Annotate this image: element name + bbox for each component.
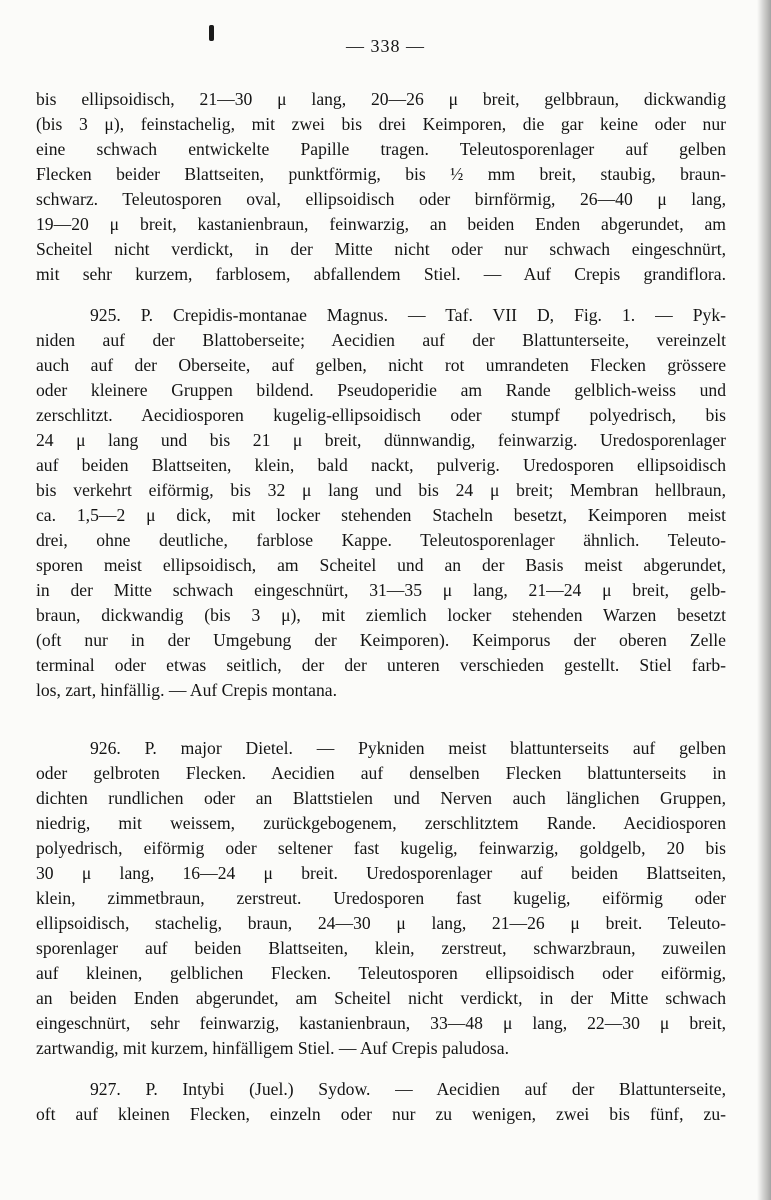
- text-line: zartwandig, mit kurzem, hinfälligem Stiel. — Auf Crepis paludosa.: [36, 1038, 509, 1058]
- text-line: polyedrisch, eiförmig oder seltener fast kugelig, feinwarzig, goldgelb, 20 bis: [36, 838, 726, 858]
- text-line: drei, ohne deutliche, farblose Kappe. Teleutosporenlager ähnlich. Teleuto-: [36, 530, 726, 550]
- text-line: 19—20 μ breit, kastanienbraun, feinwarzig, an beiden Enden abgerundet, am: [36, 214, 726, 234]
- text-line: oder gelbroten Flecken. Aecidien auf denselben Flecken blattunterseits in: [36, 763, 726, 783]
- text-line: ellipsoidisch, stachelig, braun, 24—30 μ lang, 21—26 μ breit. Teleuto-: [36, 913, 726, 933]
- text-line: niden auf der Blattoberseite; Aecidien auf der Blattunterseite, vereinzelt: [36, 330, 726, 350]
- text-line: braun, dickwandig (bis 3 μ), mit ziemlich locker stehenden Warzen besetzt: [36, 605, 726, 625]
- text-line: niedrig, mit weissem, zurückgebogenem, zerschlitztem Rande. Aecidiosporen: [36, 813, 726, 833]
- text-line: (oft nur in der Umgebung der Keimporen). Keimporus der oberen Zelle: [36, 630, 726, 650]
- text-line: oder kleinere Gruppen bildend. Pseudoperidie am Rande gelblich-weiss und: [36, 380, 726, 400]
- text-line: 30 μ lang, 16—24 μ breit. Uredosporenlager auf beiden Blattseiten,: [36, 863, 726, 883]
- text-line: sporenlager auf beiden Blattseiten, klein, zerstreut, schwarzbraun, zuweilen: [36, 938, 726, 958]
- text-line: schwarz. Teleutosporen oval, ellipsoidisch oder birnförmig, 26—40 μ lang,: [36, 189, 726, 209]
- text-line: auch auf der Oberseite, auf gelben, nicht rot umrandeten Flecken grössere: [36, 355, 726, 375]
- text-line: bis ellipsoidisch, 21—30 μ lang, 20—26 μ breit, gelbbraun, dickwandig: [36, 89, 726, 109]
- text-line: klein, zimmetbraun, zerstreut. Uredosporen fast kugelig, eiförmig oder: [36, 888, 726, 908]
- text-line: Flecken beider Blattseiten, punktförmig, bis ½ mm breit, staubig, braun-: [36, 164, 726, 184]
- text-line: 24 μ lang und bis 21 μ breit, dünnwandig, feinwarzig. Uredosporenlager: [36, 430, 726, 450]
- text-line: ca. 1,5—2 μ dick, mit locker stehenden Stacheln besetzt, Keimporen meist: [36, 505, 726, 525]
- text-line: los, zart, hinfällig. — Auf Crepis montana.: [36, 680, 337, 700]
- text-line: oft auf kleinen Flecken, einzeln oder nur zu wenigen, zwei bis fünf, zu-: [36, 1104, 726, 1124]
- text-line: Scheitel nicht verdickt, in der Mitte nicht oder nur schwach eingeschnürt,: [36, 239, 726, 259]
- text-line: an beiden Enden abgerundet, am Scheitel nicht verdickt, in der Mitte schwach: [36, 988, 726, 1008]
- text-line: zerschlitzt. Aecidiosporen kugelig-ellipsoidisch oder stumpf polyedrisch, bis: [36, 405, 726, 425]
- text-line: eine schwach entwickelte Papille tragen. Teleutosporenlager auf gelben: [36, 139, 726, 159]
- text-line: auf beiden Blattseiten, klein, bald nackt, pulverig. Uredosporen ellipsoidisch: [36, 455, 726, 475]
- text-line: dichten rundlichen oder an Blattstielen und Nerven auch länglichen Gruppen,: [36, 788, 726, 808]
- text-line: bis verkehrt eiförmig, bis 32 μ lang und bis 24 μ breit; Membran hellbraun,: [36, 480, 726, 500]
- text-line: terminal oder etwas seitlich, der der unteren verschieden gestellt. Stiel farb-: [36, 655, 726, 675]
- page-number: — 338 —: [346, 36, 425, 56]
- text-line: eingeschnürt, sehr feinwarzig, kastanienbraun, 33—48 μ lang, 22—30 μ breit,: [36, 1013, 726, 1033]
- species-heading-line: 925. P. Crepidis-montanae Magnus. — Taf. VII D, Fig. 1. — Pyk-: [90, 305, 726, 325]
- text-line: in der Mitte schwach eingeschnürt, 31—35 μ lang, 21—24 μ breit, gelb-: [36, 580, 726, 600]
- text-line: auf kleinen, gelblichen Flecken. Teleutosporen ellipsoidisch oder eiförmig,: [36, 963, 726, 983]
- species-heading-line: 927. P. Intybi (Juel.) Sydow. — Aecidien auf der Blattunterseite,: [90, 1079, 726, 1099]
- species-heading-line: 926. P. major Dietel. — Pykniden meist blattunterseits auf gelben: [90, 738, 726, 758]
- page-edge-shadow: [757, 0, 771, 1200]
- text-line: (bis 3 μ), feinstachelig, mit zwei bis drei Keimporen, die gar keine oder nur: [36, 114, 726, 134]
- text-line: mit sehr kurzem, farblosem, abfallendem Stiel. — Auf Crepis grandiflora.: [36, 264, 726, 284]
- text-line: sporen meist ellipsoidisch, am Scheitel und an der Basis meist abgerundet,: [36, 555, 726, 575]
